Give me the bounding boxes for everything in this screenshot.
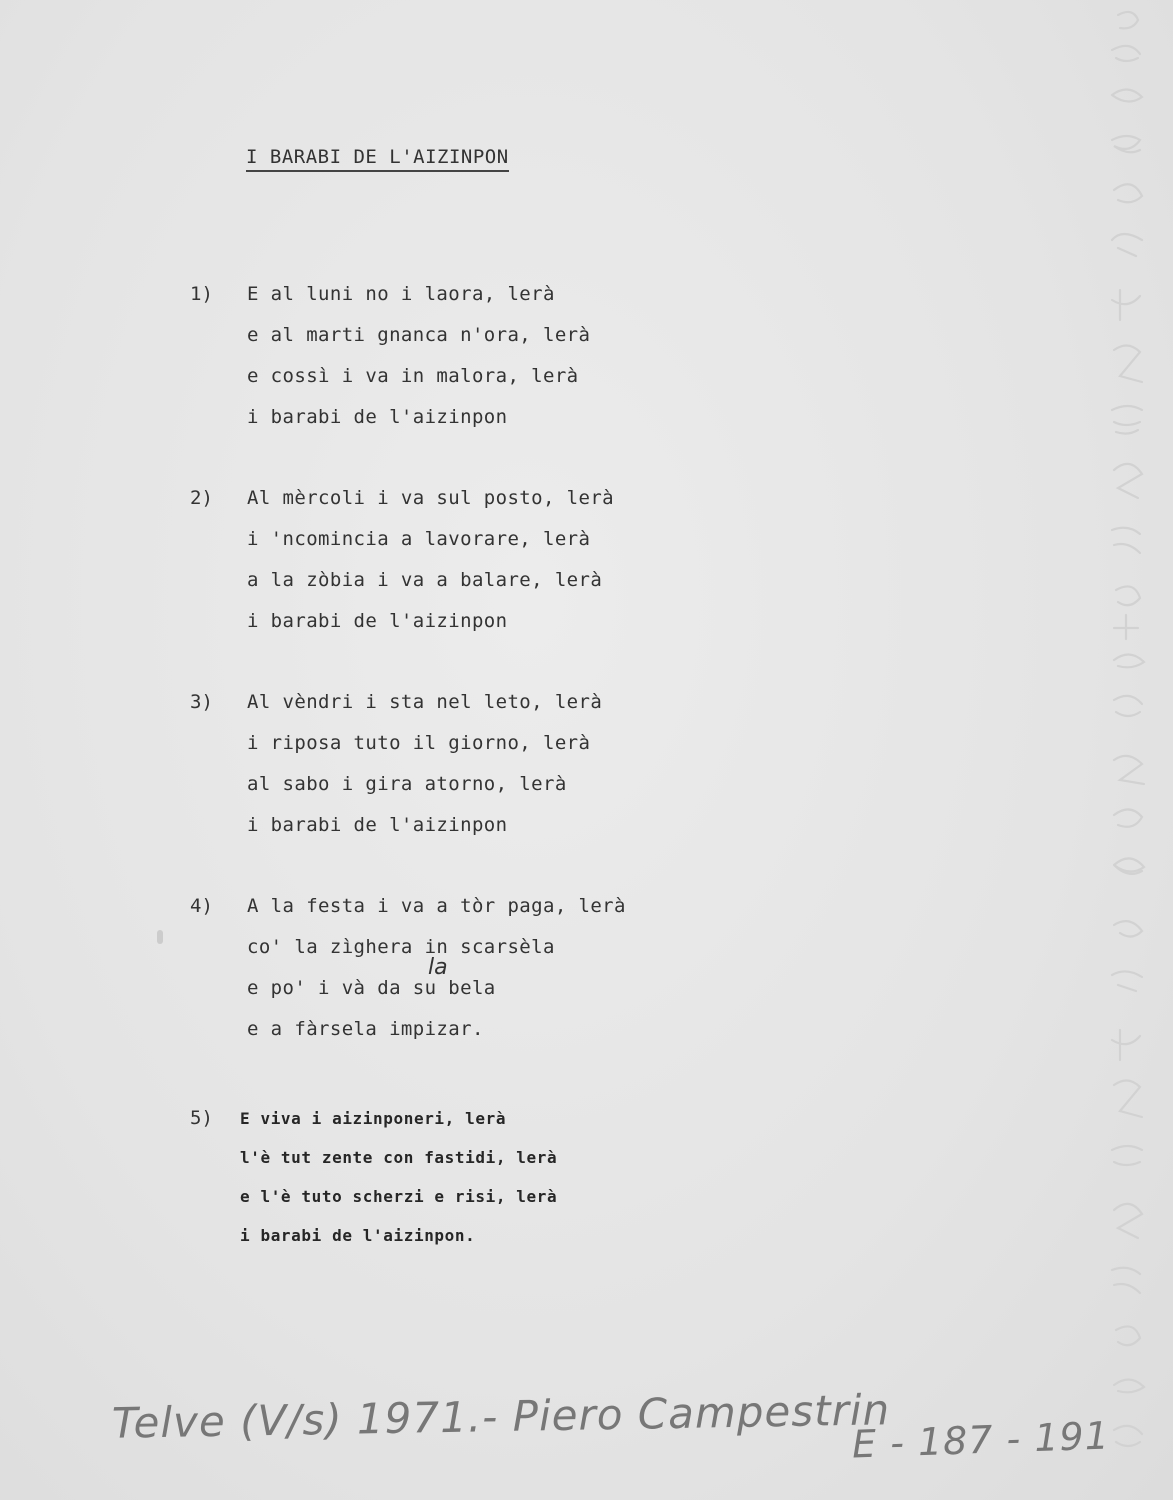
- verse-line: E viva i aizinponeri, lerà: [240, 1109, 507, 1128]
- handwritten-insert: la: [428, 955, 448, 980]
- verse-line: i barabi de l'aizinpon.: [240, 1226, 476, 1245]
- stanza-number: 4): [190, 895, 213, 917]
- verse-line: a la zòbia i va a balare, lerà: [247, 569, 603, 591]
- verse-line: e po' i và da su bela: [247, 977, 496, 999]
- decorative-border: [1098, 0, 1158, 1480]
- verse-line: e cossì i va in malora, lerà: [247, 365, 579, 387]
- stanza-number: 3): [190, 691, 213, 713]
- stanza-number: 1): [190, 283, 213, 305]
- verse-line: e l'è tuto scherzi e risi, lerà: [240, 1187, 558, 1206]
- verse-line: co' la zìghera in scarsèla: [247, 936, 555, 958]
- page-title: I BARABI DE L'AIZINPON: [246, 146, 509, 172]
- verse-line: l'è tut zente con fastidi, lerà: [240, 1148, 558, 1167]
- verse-line: i 'ncomincia a lavorare, lerà: [247, 528, 591, 550]
- stanza-number: 2): [190, 487, 213, 509]
- verse-line: Al vèndri i sta nel leto, lerà: [247, 691, 603, 713]
- verse-line: A la festa i va a tòr paga, lerà: [247, 895, 626, 917]
- ink-smudge: [157, 930, 163, 944]
- verse-line: i barabi de l'aizinpon: [247, 814, 508, 836]
- verse-line: i barabi de l'aizinpon: [247, 610, 508, 632]
- verse-line: i barabi de l'aizinpon: [247, 406, 508, 428]
- stanza-number: 5): [190, 1107, 213, 1129]
- verse-line: Al mèrcoli i va sul posto, lerà: [247, 487, 615, 509]
- verse-line: e al marti gnanca n'ora, lerà: [247, 324, 591, 346]
- verse-line: e a fàrsela impizar.: [247, 1018, 484, 1040]
- verse-line: E al luni no i laora, lerà: [247, 283, 555, 305]
- handwritten-archive-code: E - 187 - 191: [851, 1413, 1111, 1467]
- handwritten-source-note: Telve (V/s) 1971.- Piero Campestrin: [111, 1385, 891, 1448]
- verse-line: i riposa tuto il giorno, lerà: [247, 732, 591, 754]
- verse-line: al sabo i gira atorno, lerà: [247, 773, 567, 795]
